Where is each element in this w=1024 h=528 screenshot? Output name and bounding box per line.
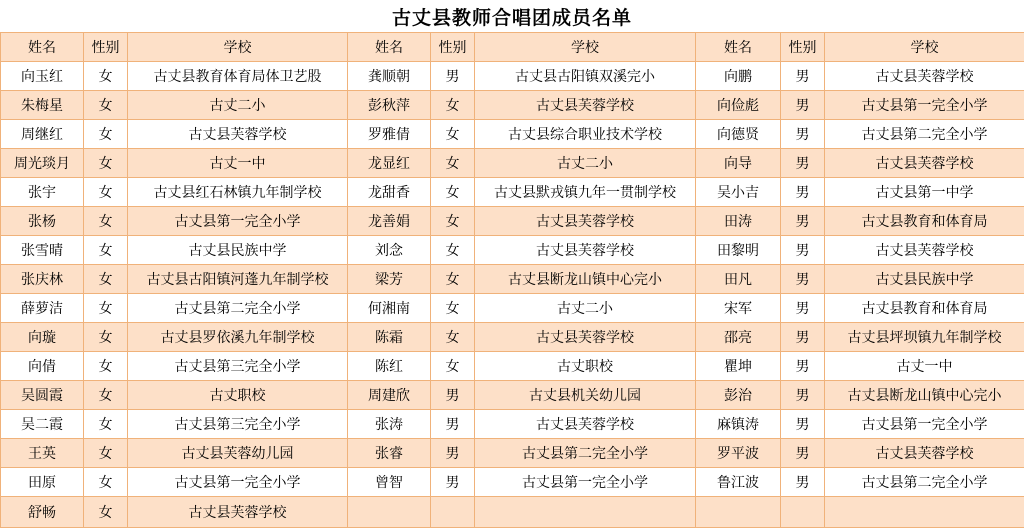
cell-gender: 女 — [431, 178, 475, 207]
cell-gender: 男 — [781, 62, 825, 91]
cell-school: 古丈县机关幼儿园 — [475, 381, 696, 410]
column-header-gender: 性别 — [781, 33, 825, 62]
cell-school: 古丈二小 — [475, 294, 696, 323]
table-row — [1, 323, 1024, 352]
cell-gender: 男 — [431, 439, 475, 468]
cell-school: 古丈县教育和体育局 — [825, 294, 1024, 323]
cell-school — [825, 497, 1024, 528]
cell-gender: 男 — [431, 381, 475, 410]
sheet-title: 古丈县教师合唱团成员名单 — [0, 0, 1024, 33]
cell-name: 吴小吉 — [696, 178, 781, 207]
cell-school: 古丈县古阳镇河蓬九年制学校 — [128, 265, 348, 294]
cell-school: 古丈县芙蓉学校 — [825, 439, 1024, 468]
cell-name: 龚顺朝 — [348, 62, 431, 91]
cell-name: 梁芳 — [348, 265, 431, 294]
header-row — [1, 33, 1024, 62]
table-row — [1, 381, 1024, 410]
cell-school: 古丈县第一完全小学 — [128, 207, 348, 236]
column-header-school: 学校 — [825, 33, 1024, 62]
roster-table — [0, 32, 1024, 528]
cell-gender: 女 — [84, 439, 128, 468]
cell-school: 古丈县第二完全小学 — [475, 439, 696, 468]
cell-school: 古丈县红石林镇九年制学校 — [128, 178, 348, 207]
cell-name: 周继红 — [1, 120, 84, 149]
cell-name — [348, 497, 431, 528]
cell-gender: 女 — [84, 207, 128, 236]
cell-name: 吴二霞 — [1, 410, 84, 439]
cell-name: 向导 — [696, 149, 781, 178]
cell-gender: 男 — [781, 381, 825, 410]
column-header-school: 学校 — [475, 33, 696, 62]
cell-gender: 男 — [781, 410, 825, 439]
cell-gender: 女 — [431, 294, 475, 323]
table-row — [1, 439, 1024, 468]
cell-school: 古丈县第一完全小学 — [475, 468, 696, 497]
cell-school: 古丈县芙蓉学校 — [128, 120, 348, 149]
cell-gender: 男 — [781, 439, 825, 468]
cell-school: 古丈一中 — [128, 149, 348, 178]
cell-name: 龙显红 — [348, 149, 431, 178]
cell-gender — [781, 497, 825, 528]
cell-name: 彭秋萍 — [348, 91, 431, 120]
cell-school: 古丈二小 — [475, 149, 696, 178]
cell-gender: 男 — [431, 410, 475, 439]
cell-school: 古丈县第二完全小学 — [128, 294, 348, 323]
table-row — [1, 410, 1024, 439]
cell-school: 古丈县第一完全小学 — [128, 468, 348, 497]
cell-school: 古丈县断龙山镇中心完小 — [475, 265, 696, 294]
cell-name: 宋军 — [696, 294, 781, 323]
table-row — [1, 120, 1024, 149]
cell-gender: 女 — [431, 236, 475, 265]
cell-gender: 女 — [84, 265, 128, 294]
cell-school: 古丈县罗依溪九年制学校 — [128, 323, 348, 352]
column-header-name: 姓名 — [696, 33, 781, 62]
cell-school: 古丈县教育体育局体卫艺股 — [128, 62, 348, 91]
column-header-name: 姓名 — [348, 33, 431, 62]
cell-gender: 男 — [431, 468, 475, 497]
cell-school: 古丈县民族中学 — [825, 265, 1024, 294]
cell-name: 吴圆霞 — [1, 381, 84, 410]
cell-gender: 女 — [431, 120, 475, 149]
cell-gender: 女 — [84, 497, 128, 528]
cell-gender: 女 — [84, 120, 128, 149]
cell-name: 龙甜香 — [348, 178, 431, 207]
cell-name: 张杨 — [1, 207, 84, 236]
cell-gender: 女 — [84, 410, 128, 439]
cell-gender: 女 — [84, 352, 128, 381]
cell-school: 古丈县第二完全小学 — [825, 120, 1024, 149]
cell-name: 田黎明 — [696, 236, 781, 265]
cell-name: 薛萝洁 — [1, 294, 84, 323]
cell-school: 古丈县古阳镇双溪完小 — [475, 62, 696, 91]
cell-gender: 女 — [431, 91, 475, 120]
cell-name: 鲁江波 — [696, 468, 781, 497]
table-row — [1, 207, 1024, 236]
cell-name: 向德贤 — [696, 120, 781, 149]
cell-name: 田凡 — [696, 265, 781, 294]
cell-school: 古丈县综合职业技术学校 — [475, 120, 696, 149]
cell-gender: 女 — [84, 62, 128, 91]
table-row — [1, 352, 1024, 381]
cell-name: 田原 — [1, 468, 84, 497]
cell-gender: 女 — [84, 149, 128, 178]
cell-school: 古丈县第一完全小学 — [825, 91, 1024, 120]
cell-gender: 女 — [84, 178, 128, 207]
cell-gender: 男 — [781, 352, 825, 381]
cell-school: 古丈县坪坝镇九年制学校 — [825, 323, 1024, 352]
cell-name: 何湘南 — [348, 294, 431, 323]
cell-name: 舒畅 — [1, 497, 84, 528]
cell-school: 古丈县第二完全小学 — [825, 468, 1024, 497]
table-row — [1, 497, 1024, 528]
cell-school — [475, 497, 696, 528]
cell-name: 周光琰月 — [1, 149, 84, 178]
cell-school: 古丈县芙蓉学校 — [475, 323, 696, 352]
cell-name: 龙善娟 — [348, 207, 431, 236]
cell-gender — [431, 497, 475, 528]
cell-gender: 男 — [431, 62, 475, 91]
cell-school: 古丈县芙蓉学校 — [825, 62, 1024, 91]
cell-school: 古丈县芙蓉学校 — [128, 497, 348, 528]
table-row — [1, 62, 1024, 91]
column-header-gender: 性别 — [431, 33, 475, 62]
cell-school: 古丈职校 — [128, 381, 348, 410]
cell-name: 张睿 — [348, 439, 431, 468]
cell-name: 彭治 — [696, 381, 781, 410]
cell-name: 向俭彪 — [696, 91, 781, 120]
cell-school: 古丈县第三完全小学 — [128, 410, 348, 439]
table-row — [1, 468, 1024, 497]
cell-name: 瞿坤 — [696, 352, 781, 381]
cell-school: 古丈县教育和体育局 — [825, 207, 1024, 236]
cell-gender: 女 — [84, 468, 128, 497]
cell-school: 古丈县芙蓉学校 — [475, 207, 696, 236]
cell-gender: 男 — [781, 207, 825, 236]
cell-name: 麻镇涛 — [696, 410, 781, 439]
cell-school: 古丈县第三完全小学 — [128, 352, 348, 381]
cell-school: 古丈县第一中学 — [825, 178, 1024, 207]
cell-gender: 男 — [781, 120, 825, 149]
cell-name — [696, 497, 781, 528]
cell-school: 古丈县芙蓉学校 — [825, 236, 1024, 265]
cell-name: 向倩 — [1, 352, 84, 381]
table-row — [1, 236, 1024, 265]
cell-school: 古丈县断龙山镇中心完小 — [825, 381, 1024, 410]
cell-gender: 女 — [431, 352, 475, 381]
cell-school: 古丈二小 — [128, 91, 348, 120]
table-row — [1, 294, 1024, 323]
cell-name: 刘念 — [348, 236, 431, 265]
cell-school: 古丈县芙蓉幼儿园 — [128, 439, 348, 468]
cell-gender: 女 — [84, 294, 128, 323]
cell-gender: 男 — [781, 236, 825, 265]
cell-school: 古丈县芙蓉学校 — [475, 410, 696, 439]
cell-name: 田涛 — [696, 207, 781, 236]
cell-gender: 女 — [431, 323, 475, 352]
cell-gender: 男 — [781, 468, 825, 497]
cell-name: 王英 — [1, 439, 84, 468]
cell-name: 张宇 — [1, 178, 84, 207]
table-row — [1, 91, 1024, 120]
table-row — [1, 178, 1024, 207]
cell-name: 向璇 — [1, 323, 84, 352]
roster-body — [1, 62, 1024, 528]
column-header-school: 学校 — [128, 33, 348, 62]
cell-gender: 女 — [84, 91, 128, 120]
cell-school: 古丈县芙蓉学校 — [475, 236, 696, 265]
cell-name: 向玉红 — [1, 62, 84, 91]
cell-name: 邵亮 — [696, 323, 781, 352]
cell-gender: 女 — [84, 381, 128, 410]
column-header-name: 姓名 — [1, 33, 84, 62]
cell-name: 曾智 — [348, 468, 431, 497]
cell-name: 向鹏 — [696, 62, 781, 91]
cell-school: 古丈职校 — [475, 352, 696, 381]
cell-gender: 女 — [431, 265, 475, 294]
cell-school: 古丈县默戎镇九年一贯制学校 — [475, 178, 696, 207]
cell-name: 罗雅倩 — [348, 120, 431, 149]
cell-name: 张雪晴 — [1, 236, 84, 265]
column-header-gender: 性别 — [84, 33, 128, 62]
cell-gender: 女 — [431, 149, 475, 178]
cell-gender: 女 — [84, 323, 128, 352]
cell-name: 张庆林 — [1, 265, 84, 294]
cell-gender: 男 — [781, 323, 825, 352]
cell-gender: 男 — [781, 149, 825, 178]
cell-name: 陈霜 — [348, 323, 431, 352]
table-row — [1, 149, 1024, 178]
cell-gender: 男 — [781, 178, 825, 207]
cell-name: 张涛 — [348, 410, 431, 439]
cell-name: 罗平波 — [696, 439, 781, 468]
cell-school: 古丈县芙蓉学校 — [475, 91, 696, 120]
cell-school: 古丈县民族中学 — [128, 236, 348, 265]
cell-school: 古丈县芙蓉学校 — [825, 149, 1024, 178]
cell-name: 陈红 — [348, 352, 431, 381]
cell-gender: 女 — [84, 236, 128, 265]
cell-name: 朱梅星 — [1, 91, 84, 120]
cell-gender: 男 — [781, 91, 825, 120]
cell-school: 古丈一中 — [825, 352, 1024, 381]
cell-school: 古丈县第一完全小学 — [825, 410, 1024, 439]
cell-gender: 男 — [781, 294, 825, 323]
cell-gender: 男 — [781, 265, 825, 294]
cell-gender: 女 — [431, 207, 475, 236]
table-row — [1, 265, 1024, 294]
cell-name: 周建欣 — [348, 381, 431, 410]
